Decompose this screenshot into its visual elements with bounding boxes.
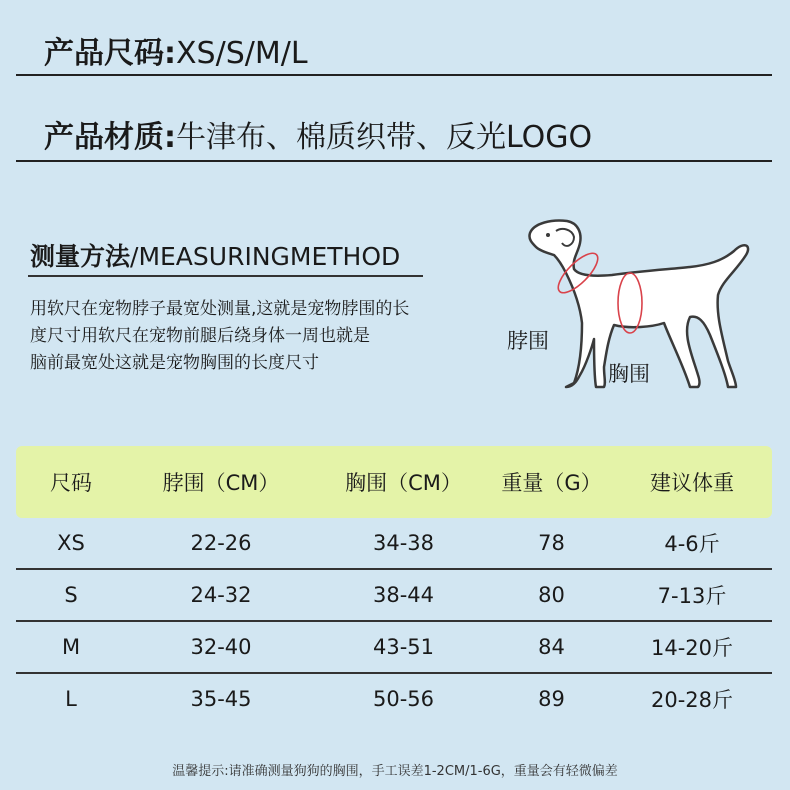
cell-recommended-weight: 14-20斤 xyxy=(650,636,734,660)
divider xyxy=(16,160,772,162)
cell-chest: 43-51 xyxy=(372,635,435,659)
cell-size: XS xyxy=(57,531,85,555)
desc-line: 度尺寸用软尺在宠物前腿后绕身体一周也就是 xyxy=(30,326,370,346)
table-row xyxy=(16,622,772,674)
header-neck: 脖围（CM） xyxy=(162,471,280,495)
cell-size: M xyxy=(61,635,81,659)
desc-line: 用软尺在宠物脖子最宽处测量,这就是宠物脖围的长 xyxy=(30,299,410,319)
size-table xyxy=(16,446,772,724)
cell-size: S xyxy=(64,583,78,607)
spec-material xyxy=(44,112,592,156)
cell-weight: 84 xyxy=(538,635,565,659)
spec-size xyxy=(44,28,308,72)
table-row xyxy=(16,518,772,570)
neck-label: 脖围 xyxy=(507,329,549,353)
cell-weight: 80 xyxy=(538,583,565,607)
cell-recommended-weight: 4-6斤 xyxy=(664,532,720,556)
measure-title xyxy=(30,237,400,273)
desc-line: 脑前最宽处这就是宠物胸围的长度尺寸 xyxy=(30,353,319,373)
table-row xyxy=(16,570,772,622)
spec-material-value: 牛津布、棉质织带、反光LOGO xyxy=(176,120,593,155)
spec-size-value: XS/S/M/L xyxy=(176,36,308,71)
cell-neck: 22-26 xyxy=(190,531,252,555)
cell-neck: 35-45 xyxy=(190,687,252,711)
measure-description xyxy=(30,296,485,377)
cell-recommended-weight: 20-28斤 xyxy=(650,688,734,712)
spec-material-label: 产品材质: xyxy=(44,120,176,155)
cell-size: L xyxy=(65,687,77,711)
cell-chest: 38-44 xyxy=(372,583,435,607)
spec-size-label: 产品尺码: xyxy=(44,36,176,71)
dog-eye xyxy=(546,233,550,237)
cell-chest: 50-56 xyxy=(372,687,435,711)
header-weight: 重量（G） xyxy=(501,471,602,495)
header-size: 尺码 xyxy=(50,471,92,495)
cell-recommended-weight: 7-13斤 xyxy=(657,584,727,608)
table-header xyxy=(16,446,772,518)
divider xyxy=(16,74,772,76)
chest-label: 胸围 xyxy=(608,362,650,386)
footnote: 温馨提示:请准确测量狗狗的胸围，手工误差1-2CM/1-6G，重量会有轻微偏差 xyxy=(172,764,618,779)
cell-neck: 32-40 xyxy=(190,635,252,659)
header-recommended-weight: 建议体重 xyxy=(650,471,734,495)
cell-weight: 78 xyxy=(538,531,565,555)
cell-chest: 34-38 xyxy=(372,531,435,555)
header-chest: 胸围（CM） xyxy=(345,471,462,495)
measure-title-en: /MEASURINGMETHOD xyxy=(130,242,401,271)
title-underline xyxy=(28,275,423,277)
cell-weight: 89 xyxy=(538,687,565,711)
measure-title-cn: 测量方法 xyxy=(30,242,131,271)
cell-neck: 24-32 xyxy=(190,583,252,607)
table-row xyxy=(16,674,772,724)
